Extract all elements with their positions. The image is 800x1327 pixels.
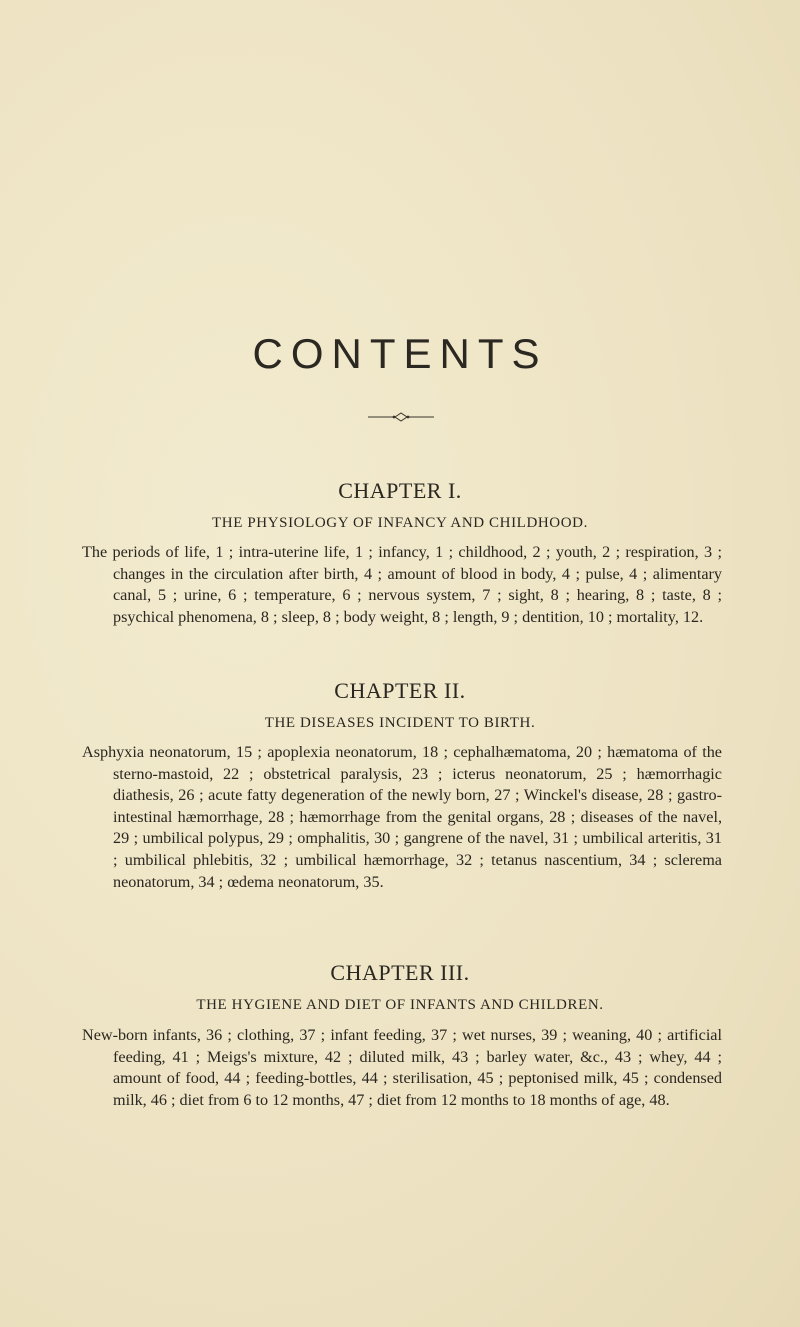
page-title: CONTENTS [252, 330, 548, 377]
chapter-1-heading: CHAPTER I. [338, 478, 462, 503]
chapter-3-contents: New-born infants, 36 ; clothing, 37 ; infant feeding, 37 ; wet nurses, 39 ; weaning, 40 ; artificial feeding, 41 ; Meigs's mixture, 42 ; diluted milk, 43 ; barley water, &c., 43 ; whey, 44 ; amount of food, 44 ; feeding-bottles, 44 ; sterilisation, 45 ; peptonised milk, 45 ; condensed milk, 46 ; diet from 6 to 12 months, 47 ; diet from 12 months to 18 months of age, 48. [82, 1026, 722, 1109]
chapter-3-heading: CHAPTER III. [330, 960, 470, 985]
chapter-2-heading: CHAPTER II. [334, 678, 466, 703]
chapter-1-contents: The periods of life, 1 ; intra-uterine life, 1 ; infancy, 1 ; childhood, 2 ; youth, 2 ; respiration, 3 ; changes in the circulation after birth, 4 ; amount of blood in body, 4 ; pulse, 4 ; alimentary canal, 5 ; urine, 6 ; temperature, 6 ; nervous system, 7 ; sight, 8 ; hearing, 8 ; taste, 8 ; psychical phenomena, 8 ; sleep, 8 ; body weight, 8 ; length, 9 ; dentition, 10 ; mortality, 12. [82, 543, 722, 626]
chapter-1-subtitle: THE PHYSIOLOGY OF INFANCY AND CHILDHOOD. [212, 515, 588, 531]
chapter-3-subtitle: THE HYGIENE AND DIET OF INFANTS AND CHILDREN. [196, 997, 604, 1013]
chapter-2-subtitle: THE DISEASES INCIDENT TO BIRTH. [264, 715, 536, 731]
ornament-divider [368, 412, 434, 422]
chapter-2-contents: Asphyxia neonatorum, 15 ; apoplexia neonatorum, 18 ; cephalhæmatoma, 20 ; hæmatoma of the sterno-mastoid, 22 ; obstetrical paralysis, 23 ; icterus neonatorum, 25 ; hæmorrhagic diathesis, 26 ; acute fatty degeneration of the newly born, 27 ; Winckel's disease, 28 ; gastro-intestinal hæmorrhage, 28 ; hæmorrhage from the genital organs, 28 ; diseases of the navel, 29 ; umbilical polypus, 29 ; omphalitis, 30 ; gangrene of the navel, 31 ; umbilical arteritis, 31 ; umbilical phlebitis, 32 ; umbilical hæmorrhage, 32 ; tetanus nascentium, 34 ; sclerema neonatorum, 34 ; œdema neonatorum, 35. [82, 743, 722, 891]
